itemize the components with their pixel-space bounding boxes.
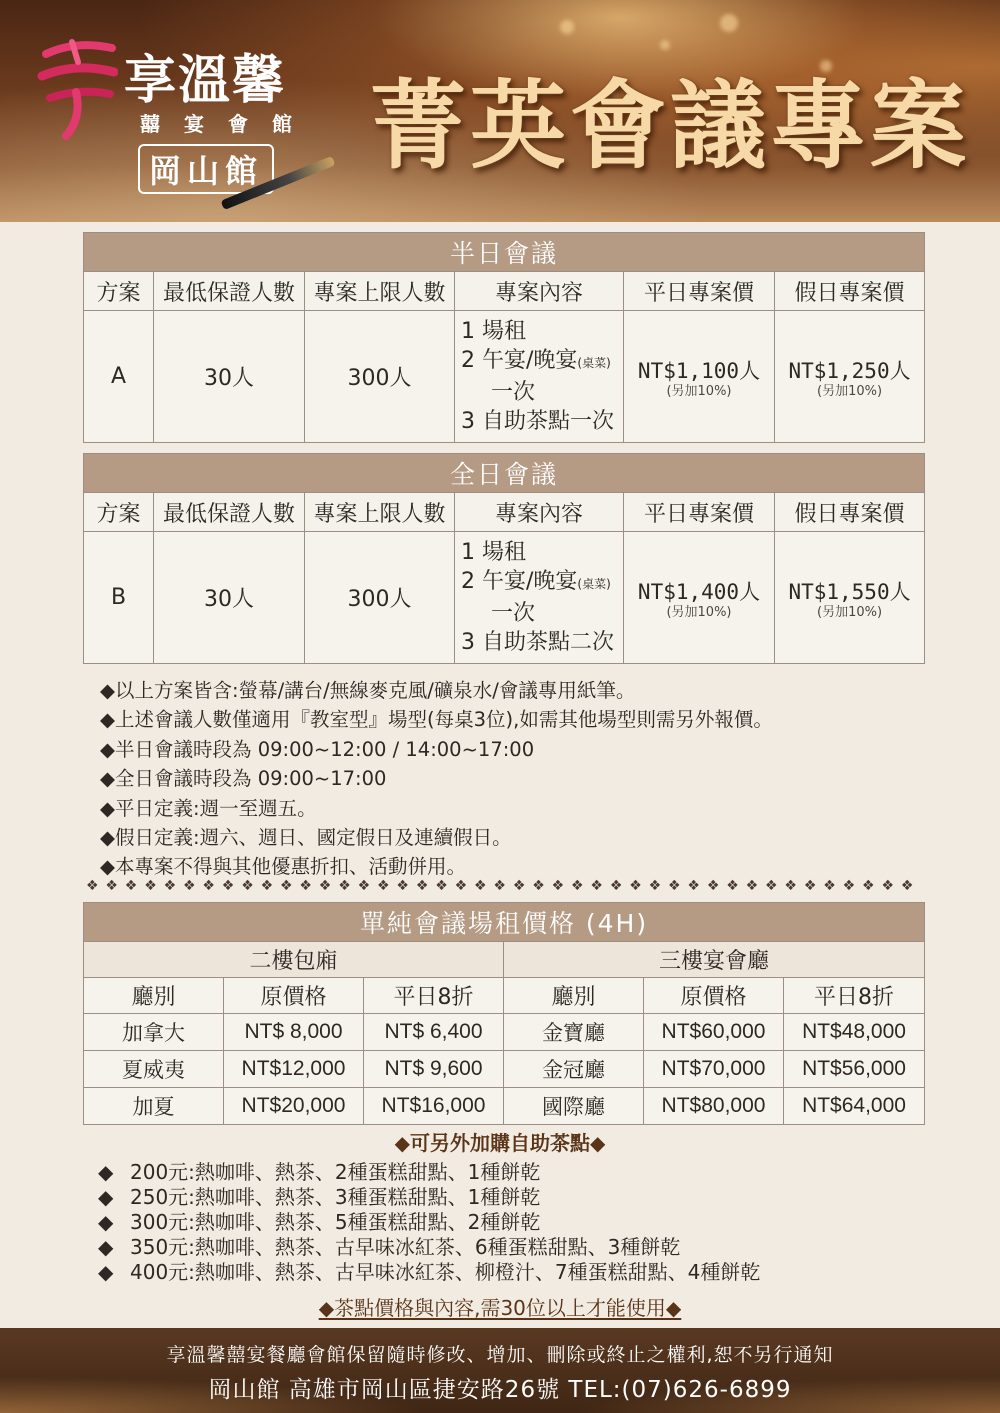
content-line: 3 自助茶點二次 [461,630,614,655]
header-banner [0,0,1000,222]
hall-name: 加拿大 [84,1014,224,1051]
note-item: ◆平日定義:週一至週五。 [100,796,317,820]
page-title: 菁英會議專案 [370,69,970,182]
holiday-price-cell [775,311,925,443]
column-header: 平日8折 [364,978,504,1014]
weekday-price: NT$1,400人 [637,579,761,604]
discount-price: NT$ 9,600 [364,1051,504,1088]
column-header: 假日專案價 [775,272,925,311]
brand-name: 享溫馨 [124,50,287,111]
section-title: 全日會議 [84,454,925,493]
tea-option-text: 200元:熱咖啡、熱茶、2種蛋糕甜點、1種餅乾 [130,1160,541,1184]
content-line: 3 自助茶點一次 [461,409,614,434]
content-text: 2 午宴/晚宴 [461,569,578,594]
bokeh-light [720,14,738,32]
tea-section-title: ◆可另外加購自助茶點◆ [394,1131,606,1155]
holiday-price-cell [775,532,925,664]
column-header: 原價格 [644,978,784,1014]
max-guests-cell: 300人 [305,311,455,443]
table-row [84,1088,925,1125]
holiday-price: NT$1,250人 [788,358,911,383]
content-line [461,346,623,378]
hall-name: 加夏 [84,1088,224,1125]
section-title: 單純會議場租價格 (4H) [84,903,925,942]
column-header: 最低保證人數 [154,493,305,532]
content-text: 2 午宴/晚宴 [461,348,578,373]
column-header: 專案內容 [455,272,624,311]
brand-subtitle: 囍宴會館 [140,112,316,136]
tea-option [98,1210,948,1235]
column-header: 原價格 [224,978,364,1014]
original-price: NT$12,000 [224,1051,364,1088]
column-header: 專案上限人數 [305,493,455,532]
column-header: 假日專案價 [775,493,925,532]
footer [0,1328,1000,1413]
content-tag: (桌菜) [577,577,611,591]
diamond-bullet-icon: ◆ [98,1235,114,1259]
max-guests-cell: 300人 [305,532,455,664]
tea-requirement-note [0,1292,1000,1321]
price-note: (另加10%) [817,383,883,399]
note-item: ◆全日會議時段為 09:00~17:00 [100,767,387,791]
column-header: 最低保證人數 [154,272,305,311]
weekday-price-cell [624,532,775,664]
min-guests-cell: 30人 [154,532,305,664]
hall-name: 金冠廳 [504,1051,644,1088]
note-item: ◆半日會議時段為 09:00~12:00 / 14:00~17:00 [100,737,535,761]
column-header: 廳別 [84,978,224,1014]
weekday-price-cell [624,311,775,443]
terms-notes [100,676,920,882]
table-row [84,1051,925,1088]
content-line: 1 場租 [461,319,526,344]
tea-note-text: ◆茶點價格與內容,需30位以上才能使用◆ [318,1296,682,1320]
column-header: 方案 [84,493,154,532]
floor-group-header: 三樓宴會廳 [504,942,925,978]
content-line [461,567,623,599]
tea-option-text: 350元:熱咖啡、熱茶、古早味冰紅茶、6種蛋糕甜點、3種餅乾 [130,1235,681,1259]
bokeh-light [560,20,574,34]
tea-option [98,1260,948,1285]
min-guests-cell: 30人 [154,311,305,443]
original-price: NT$70,000 [644,1051,784,1088]
price-note: (另加10%) [666,383,732,399]
discount-price: NT$ 6,400 [364,1014,504,1051]
half-day-table [83,232,924,443]
tea-options-list [98,1160,948,1285]
column-header: 專案內容 [455,493,624,532]
branch-badge: 岡山館 [138,144,274,194]
content-tag: (桌菜) [577,356,611,370]
bokeh-light [660,40,670,50]
plan-content-cell [455,311,624,443]
original-price: NT$80,000 [644,1088,784,1125]
original-price: NT$20,000 [224,1088,364,1125]
weekday-price: NT$1,100人 [637,358,761,383]
diamond-bullet-icon: ◆ [98,1185,114,1209]
discount-price: NT$56,000 [784,1051,925,1088]
price-note: (另加10%) [666,604,732,620]
footer-disclaimer: 享溫馨囍宴餐廳會館保留隨時修改、增加、刪除或終止之權利,恕不另行通知 [166,1344,834,1366]
tea-option-text: 400元:熱咖啡、熱茶、古早味冰紅茶、柳橙汁、7種蛋糕甜點、4種餅乾 [130,1260,761,1284]
diamond-bullet-icon: ◆ [98,1260,114,1284]
column-header: 方案 [84,272,154,311]
hall-name: 國際廳 [504,1088,644,1125]
column-header: 平日專案價 [624,493,775,532]
table-row [84,1014,925,1051]
discount-price: NT$64,000 [784,1088,925,1125]
decorative-divider: ❖ ❖ ❖ ❖ ❖ ❖ ❖ ❖ ❖ ❖ ❖ ❖ ❖ ❖ ❖ ❖ ❖ ❖ ❖ ❖ ❖ ❖ ❖ ❖ ❖ ❖ ❖ ❖ ❖ ❖ ❖ ❖ ❖ ❖ ❖ ❖ ❖ ❖ ❖ ❖ ❖ ❖ ❖ [86,878,915,894]
tea-option [98,1160,948,1185]
tea-option [98,1235,948,1260]
section-title: 半日會議 [84,233,925,272]
note-item: ◆上述會議人數僅適用『教室型』場型(每桌3位),如需其他場型則需另外報價。 [100,708,773,732]
plan-cell: A [84,311,154,443]
column-header: 平日專案價 [624,272,775,311]
diamond-bullet-icon: ◆ [98,1210,114,1234]
floor-group-header: 二樓包廂 [84,942,504,978]
original-price: NT$60,000 [644,1014,784,1051]
diamond-bullet-icon: ◆ [98,1160,114,1184]
content-line: 1 場租 [461,540,526,565]
discount-price: NT$48,000 [784,1014,925,1051]
column-header: 廳別 [504,978,644,1014]
content-line: 一次 [491,380,536,405]
footer-address: 岡山館 高雄市岡山區捷安路26號 TEL:(07)626-6899 [208,1377,792,1403]
note-item: ◆以上方案皆含:螢幕/講台/無線麥克風/礦泉水/會議專用紙筆。 [100,679,636,702]
tea-option-text: 300元:熱咖啡、熱茶、5種蛋糕甜點、2種餅乾 [130,1210,541,1234]
hall-name: 夏威夷 [84,1051,224,1088]
original-price: NT$ 8,000 [224,1014,364,1051]
full-day-table [83,453,924,664]
price-note: (另加10%) [817,604,883,620]
holiday-price: NT$1,550人 [788,579,911,604]
brand-logo-icon [36,32,118,142]
tea-option-text: 250元:熱咖啡、熱茶、3種蛋糕甜點、1種餅乾 [130,1185,541,1209]
content-line: 一次 [491,601,536,626]
plan-cell: B [84,532,154,664]
column-header: 平日8折 [784,978,925,1014]
venue-rent-table [83,902,924,1125]
plan-content-cell [455,532,624,664]
note-item: ◆假日定義:週六、週日、國定假日及連續假日。 [100,825,512,849]
tea-option [98,1185,948,1210]
hall-name: 金寶廳 [504,1014,644,1051]
discount-price: NT$16,000 [364,1088,504,1125]
note-item: ◆本專案不得與其他優惠折扣、活動併用。 [100,855,466,879]
column-header: 專案上限人數 [305,272,455,311]
